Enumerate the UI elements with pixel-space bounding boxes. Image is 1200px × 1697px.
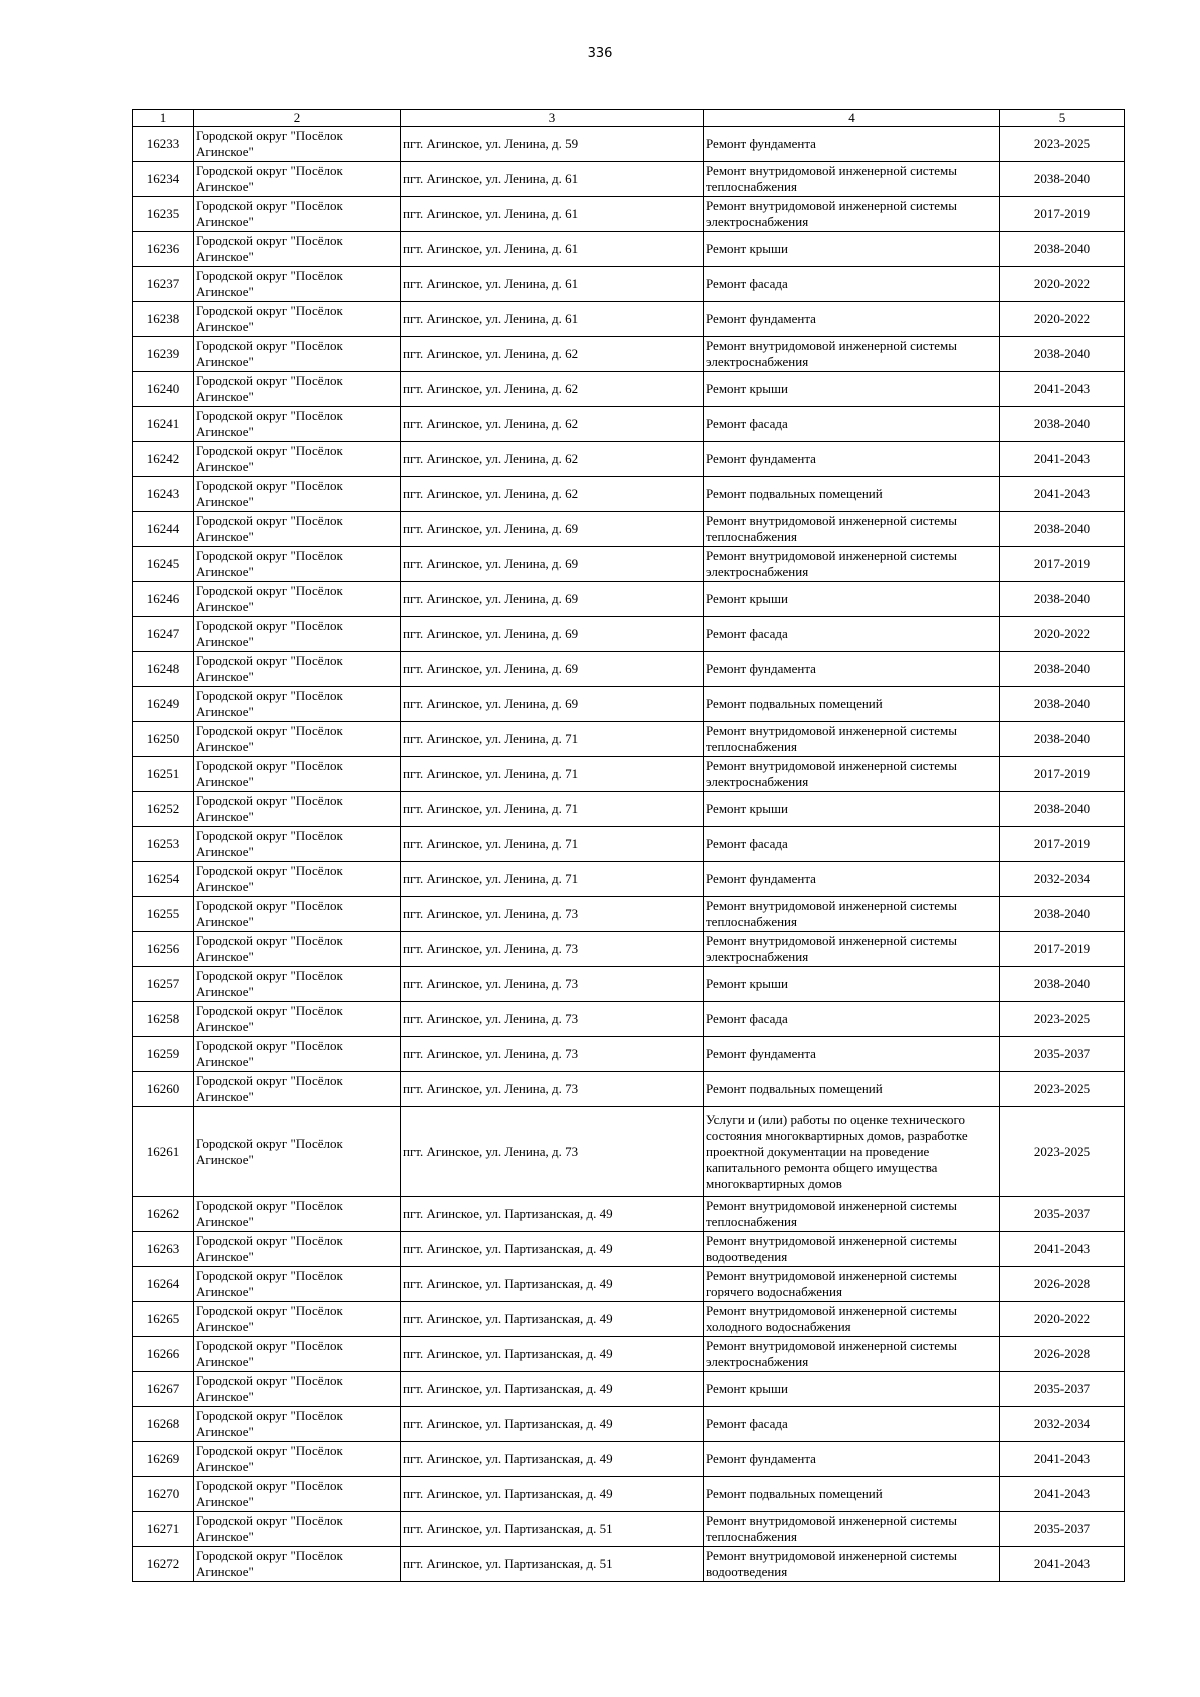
address-cell: пгт. Агинское, ул. Ленина, д. 71 <box>401 792 704 827</box>
address-cell: пгт. Агинское, ул. Партизанская, д. 49 <box>401 1442 704 1477</box>
work-type-cell: Ремонт фундамента <box>704 127 1000 162</box>
table-row <box>133 1232 1125 1267</box>
work-type-cell: Ремонт фундамента <box>704 652 1000 687</box>
row-number: 16253 <box>133 827 194 862</box>
period-cell: 2023-2025 <box>1000 1072 1125 1107</box>
table-row <box>133 127 1125 162</box>
table-header <box>133 110 1125 127</box>
address-cell: пгт. Агинское, ул. Партизанская, д. 49 <box>401 1302 704 1337</box>
period-cell: 2017-2019 <box>1000 932 1125 967</box>
table-row <box>133 1197 1125 1232</box>
work-type-cell: Ремонт фундамента <box>704 1037 1000 1072</box>
municipality-cell: Городской округ "Посёлок Агинское" <box>194 267 401 302</box>
row-number: 16235 <box>133 197 194 232</box>
period-cell: 2035-2037 <box>1000 1372 1125 1407</box>
address-cell: пгт. Агинское, ул. Партизанская, д. 51 <box>401 1512 704 1547</box>
table-row <box>133 372 1125 407</box>
column-number-4: 4 <box>704 110 1000 127</box>
table-row <box>133 477 1125 512</box>
row-number: 16242 <box>133 442 194 477</box>
period-cell: 2020-2022 <box>1000 617 1125 652</box>
row-number: 16250 <box>133 722 194 757</box>
address-cell: пгт. Агинское, ул. Ленина, д. 71 <box>401 827 704 862</box>
municipality-cell: Городской округ "Посёлок Агинское" <box>194 1372 401 1407</box>
municipality-cell: Городской округ "Посёлок Агинское" <box>194 862 401 897</box>
work-type-cell: Ремонт внутридомовой инженерной системы теплоснабжения <box>704 162 1000 197</box>
row-number: 16249 <box>133 687 194 722</box>
address-cell: пгт. Агинское, ул. Ленина, д. 69 <box>401 582 704 617</box>
row-number: 16260 <box>133 1072 194 1107</box>
row-number: 16251 <box>133 757 194 792</box>
address-cell: пгт. Агинское, ул. Ленина, д. 61 <box>401 197 704 232</box>
table-row <box>133 1337 1125 1372</box>
work-type-cell: Ремонт крыши <box>704 232 1000 267</box>
municipality-cell: Городской округ "Посёлок Агинское" <box>194 197 401 232</box>
column-number-5: 5 <box>1000 110 1125 127</box>
row-number: 16261 <box>133 1107 194 1197</box>
row-number: 16245 <box>133 547 194 582</box>
municipality-cell: Городской округ "Посёлок Агинское" <box>194 477 401 512</box>
row-number: 16269 <box>133 1442 194 1477</box>
table-row <box>133 582 1125 617</box>
table-row <box>133 267 1125 302</box>
work-type-cell: Ремонт внутридомовой инженерной системы электроснабжения <box>704 197 1000 232</box>
row-number: 16248 <box>133 652 194 687</box>
period-cell: 2035-2037 <box>1000 1037 1125 1072</box>
address-cell: пгт. Агинское, ул. Ленина, д. 62 <box>401 372 704 407</box>
municipality-cell: Городской округ "Посёлок Агинское" <box>194 1197 401 1232</box>
work-type-cell: Ремонт внутридомовой инженерной системы теплоснабжения <box>704 1197 1000 1232</box>
municipality-cell: Городской округ "Посёлок Агинское" <box>194 162 401 197</box>
municipality-cell: Городской округ "Посёлок Агинское" <box>194 757 401 792</box>
municipality-cell: Городской округ "Посёлок Агинское" <box>194 687 401 722</box>
period-cell: 2038-2040 <box>1000 792 1125 827</box>
row-number: 16247 <box>133 617 194 652</box>
work-type-cell: Ремонт фасада <box>704 407 1000 442</box>
table-row <box>133 897 1125 932</box>
table-row <box>133 932 1125 967</box>
municipality-cell: Городской округ "Посёлок Агинское" <box>194 827 401 862</box>
table-row <box>133 722 1125 757</box>
period-cell: 2041-2043 <box>1000 1477 1125 1512</box>
address-cell: пгт. Агинское, ул. Партизанская, д. 49 <box>401 1197 704 1232</box>
row-number: 16244 <box>133 512 194 547</box>
work-type-cell: Ремонт внутридомовой инженерной системы холодного водоснабжения <box>704 1302 1000 1337</box>
address-cell: пгт. Агинское, ул. Ленина, д. 69 <box>401 547 704 582</box>
table-row <box>133 1072 1125 1107</box>
work-type-cell: Ремонт внутридомовой инженерной системы электроснабжения <box>704 932 1000 967</box>
table-row <box>133 1512 1125 1547</box>
period-cell: 2020-2022 <box>1000 302 1125 337</box>
row-number: 16258 <box>133 1002 194 1037</box>
period-cell: 2038-2040 <box>1000 407 1125 442</box>
table-row <box>133 757 1125 792</box>
municipality-cell: Городской округ "Посёлок Агинское" <box>194 1442 401 1477</box>
table-row <box>133 967 1125 1002</box>
row-number: 16246 <box>133 582 194 617</box>
table-row <box>133 162 1125 197</box>
row-number: 16254 <box>133 862 194 897</box>
work-type-cell: Ремонт подвальных помещений <box>704 1072 1000 1107</box>
table-row <box>133 687 1125 722</box>
work-type-cell: Ремонт внутридомовой инженерной системы водоотведения <box>704 1232 1000 1267</box>
municipality-cell: Городской округ "Посёлок Агинское" <box>194 372 401 407</box>
address-cell: пгт. Агинское, ул. Ленина, д. 73 <box>401 1002 704 1037</box>
address-cell: пгт. Агинское, ул. Партизанская, д. 49 <box>401 1232 704 1267</box>
municipality-cell: Городской округ "Посёлок Агинское" <box>194 1267 401 1302</box>
table-row <box>133 1002 1125 1037</box>
column-number-3: 3 <box>401 110 704 127</box>
row-number: 16262 <box>133 1197 194 1232</box>
row-number: 16238 <box>133 302 194 337</box>
municipality-cell: Городской округ "Посёлок Агинское" <box>194 967 401 1002</box>
row-number: 16255 <box>133 897 194 932</box>
table-row <box>133 652 1125 687</box>
period-cell: 2038-2040 <box>1000 512 1125 547</box>
address-cell: пгт. Агинское, ул. Ленина, д. 73 <box>401 1072 704 1107</box>
period-cell: 2038-2040 <box>1000 162 1125 197</box>
work-type-cell: Ремонт фасада <box>704 827 1000 862</box>
address-cell: пгт. Агинское, ул. Ленина, д. 69 <box>401 652 704 687</box>
period-cell: 2041-2043 <box>1000 477 1125 512</box>
table-row <box>133 1442 1125 1477</box>
period-cell: 2038-2040 <box>1000 652 1125 687</box>
address-cell: пгт. Агинское, ул. Ленина, д. 73 <box>401 932 704 967</box>
period-cell: 2026-2028 <box>1000 1267 1125 1302</box>
address-cell: пгт. Агинское, ул. Ленина, д. 69 <box>401 687 704 722</box>
work-type-cell: Ремонт внутридомовой инженерной системы электроснабжения <box>704 547 1000 582</box>
address-cell: пгт. Агинское, ул. Партизанская, д. 49 <box>401 1372 704 1407</box>
address-cell: пгт. Агинское, ул. Ленина, д. 61 <box>401 232 704 267</box>
row-number: 16233 <box>133 127 194 162</box>
table-row <box>133 302 1125 337</box>
period-cell: 2041-2043 <box>1000 372 1125 407</box>
municipality-cell: Городской округ "Посёлок Агинское" <box>194 127 401 162</box>
period-cell: 2035-2037 <box>1000 1197 1125 1232</box>
table-row <box>133 1372 1125 1407</box>
work-type-cell: Ремонт фундамента <box>704 862 1000 897</box>
row-number: 16252 <box>133 792 194 827</box>
row-number: 16271 <box>133 1512 194 1547</box>
period-cell: 2038-2040 <box>1000 897 1125 932</box>
work-type-cell: Ремонт внутридомовой инженерной системы электроснабжения <box>704 757 1000 792</box>
work-type-cell: Ремонт подвальных помещений <box>704 1477 1000 1512</box>
row-number: 16266 <box>133 1337 194 1372</box>
municipality-cell: Городской округ "Посёлок Агинское" <box>194 1037 401 1072</box>
table-row <box>133 337 1125 372</box>
period-cell: 2017-2019 <box>1000 757 1125 792</box>
table-row <box>133 547 1125 582</box>
period-cell: 2038-2040 <box>1000 232 1125 267</box>
work-type-cell: Ремонт внутридомовой инженерной системы теплоснабжения <box>704 1512 1000 1547</box>
row-number: 16272 <box>133 1547 194 1582</box>
address-cell: пгт. Агинское, ул. Ленина, д. 61 <box>401 162 704 197</box>
period-cell: 2041-2043 <box>1000 442 1125 477</box>
table-row <box>133 1547 1125 1582</box>
municipality-cell: Городской округ "Посёлок Агинское" <box>194 407 401 442</box>
work-type-cell: Ремонт фундамента <box>704 442 1000 477</box>
municipality-cell: Городской округ "Посёлок Агинское" <box>194 1407 401 1442</box>
row-number: 16257 <box>133 967 194 1002</box>
municipality-cell: Городской округ "Посёлок Агинское" <box>194 1072 401 1107</box>
municipality-cell: Городской округ "Посёлок Агинское" <box>194 722 401 757</box>
address-cell: пгт. Агинское, ул. Ленина, д. 62 <box>401 337 704 372</box>
address-cell: пгт. Агинское, ул. Ленина, д. 73 <box>401 897 704 932</box>
table-row <box>133 1107 1125 1197</box>
period-cell: 2020-2022 <box>1000 1302 1125 1337</box>
period-cell: 2035-2037 <box>1000 1512 1125 1547</box>
address-cell: пгт. Агинское, ул. Ленина, д. 62 <box>401 477 704 512</box>
work-type-cell: Ремонт внутридомовой инженерной системы электроснабжения <box>704 1337 1000 1372</box>
period-cell: 2038-2040 <box>1000 967 1125 1002</box>
period-cell: 2017-2019 <box>1000 197 1125 232</box>
row-number: 16268 <box>133 1407 194 1442</box>
work-type-cell: Ремонт внутридомовой инженерной системы водоотведения <box>704 1547 1000 1582</box>
address-cell: пгт. Агинское, ул. Ленина, д. 73 <box>401 967 704 1002</box>
row-number: 16241 <box>133 407 194 442</box>
municipality-cell: Городской округ "Посёлок Агинское" <box>194 1547 401 1582</box>
work-type-cell: Ремонт крыши <box>704 1372 1000 1407</box>
row-number: 16243 <box>133 477 194 512</box>
row-number: 16265 <box>133 1302 194 1337</box>
address-cell: пгт. Агинское, ул. Ленина, д. 62 <box>401 407 704 442</box>
period-cell: 2041-2043 <box>1000 1442 1125 1477</box>
work-type-cell: Ремонт фасада <box>704 1002 1000 1037</box>
work-type-cell: Ремонт фундамента <box>704 1442 1000 1477</box>
row-number: 16236 <box>133 232 194 267</box>
period-cell: 2041-2043 <box>1000 1547 1125 1582</box>
address-cell: пгт. Агинское, ул. Ленина, д. 71 <box>401 757 704 792</box>
work-type-cell: Ремонт фасада <box>704 617 1000 652</box>
municipality-cell: Городской округ "Посёлок Агинское" <box>194 617 401 652</box>
address-cell: пгт. Агинское, ул. Ленина, д. 71 <box>401 862 704 897</box>
municipality-cell: Городской округ "Посёлок Агинское" <box>194 792 401 827</box>
municipality-cell: Городской округ "Посёлок Агинское" <box>194 1302 401 1337</box>
period-cell: 2023-2025 <box>1000 1002 1125 1037</box>
address-cell: пгт. Агинское, ул. Ленина, д. 73 <box>401 1037 704 1072</box>
work-type-cell: Ремонт подвальных помещений <box>704 687 1000 722</box>
period-cell: 2038-2040 <box>1000 687 1125 722</box>
row-number: 16267 <box>133 1372 194 1407</box>
municipality-cell: Городской округ "Посёлок Агинское" <box>194 897 401 932</box>
repair-schedule-table <box>132 109 1125 1582</box>
table-row <box>133 1037 1125 1072</box>
work-type-cell: Ремонт крыши <box>704 967 1000 1002</box>
period-cell: 2041-2043 <box>1000 1232 1125 1267</box>
address-cell: пгт. Агинское, ул. Ленина, д. 59 <box>401 127 704 162</box>
table-row <box>133 1477 1125 1512</box>
period-cell: 2020-2022 <box>1000 267 1125 302</box>
municipality-cell: Городской округ "Посёлок Агинское" <box>194 302 401 337</box>
period-cell: 2038-2040 <box>1000 722 1125 757</box>
municipality-cell: Городской округ "Посёлок Агинское" <box>194 1232 401 1267</box>
table-row <box>133 1267 1125 1302</box>
work-type-cell: Ремонт внутридомовой инженерной системы теплоснабжения <box>704 897 1000 932</box>
municipality-cell: Городской округ "Посёлок Агинское" <box>194 442 401 477</box>
row-number: 16240 <box>133 372 194 407</box>
work-type-cell: Ремонт крыши <box>704 582 1000 617</box>
column-number-row <box>133 110 1125 127</box>
work-type-cell: Услуги и (или) работы по оценке технического состояния многоквартирных домов, разработке проектной документации на проведение капитального ремонта общего имущества многоквартирных домов <box>704 1107 1000 1197</box>
table-row <box>133 512 1125 547</box>
table-row <box>133 862 1125 897</box>
municipality-cell: Городской округ "Посёлок Агинское" <box>194 1512 401 1547</box>
work-type-cell: Ремонт внутридомовой инженерной системы теплоснабжения <box>704 722 1000 757</box>
work-type-cell: Ремонт подвальных помещений <box>704 477 1000 512</box>
table-row <box>133 827 1125 862</box>
period-cell: 2038-2040 <box>1000 337 1125 372</box>
row-number: 16264 <box>133 1267 194 1302</box>
address-cell: пгт. Агинское, ул. Ленина, д. 69 <box>401 617 704 652</box>
work-type-cell: Ремонт внутридомовой инженерной системы теплоснабжения <box>704 512 1000 547</box>
address-cell: пгт. Агинское, ул. Ленина, д. 62 <box>401 442 704 477</box>
address-cell: пгт. Агинское, ул. Партизанская, д. 49 <box>401 1477 704 1512</box>
table-row <box>133 407 1125 442</box>
period-cell: 2038-2040 <box>1000 582 1125 617</box>
table-body <box>133 127 1125 1582</box>
municipality-cell: Городской округ "Посёлок Агинское" <box>194 582 401 617</box>
row-number: 16234 <box>133 162 194 197</box>
address-cell: пгт. Агинское, ул. Партизанская, д. 49 <box>401 1267 704 1302</box>
row-number: 16270 <box>133 1477 194 1512</box>
period-cell: 2032-2034 <box>1000 1407 1125 1442</box>
municipality-cell: Городской округ "Посёлок Агинское" <box>194 232 401 267</box>
address-cell: пгт. Агинское, ул. Ленина, д. 61 <box>401 267 704 302</box>
municipality-cell: Городской округ "Посёлок Агинское" <box>194 547 401 582</box>
address-cell: пгт. Агинское, ул. Партизанская, д. 51 <box>401 1547 704 1582</box>
period-cell: 2017-2019 <box>1000 827 1125 862</box>
address-cell: пгт. Агинское, ул. Ленина, д. 61 <box>401 302 704 337</box>
page-number: 336 <box>587 46 613 61</box>
row-number: 16237 <box>133 267 194 302</box>
work-type-cell: Ремонт крыши <box>704 372 1000 407</box>
table-row <box>133 232 1125 267</box>
work-type-cell: Ремонт внутридомовой инженерной системы горячего водоснабжения <box>704 1267 1000 1302</box>
address-cell: пгт. Агинское, ул. Партизанская, д. 49 <box>401 1337 704 1372</box>
column-number-1: 1 <box>133 110 194 127</box>
row-number: 16256 <box>133 932 194 967</box>
municipality-cell: Городской округ "Посёлок Агинское" <box>194 932 401 967</box>
municipality-cell: Городской округ "Посёлок Агинское" <box>194 1477 401 1512</box>
row-number: 16239 <box>133 337 194 372</box>
municipality-cell: Городской округ "Посёлок Агинское" <box>194 337 401 372</box>
municipality-cell: Городской округ "Посёлок Агинское" <box>194 1002 401 1037</box>
municipality-cell: Городской округ "Посёлок Агинское" <box>194 1107 401 1197</box>
table-row <box>133 1302 1125 1337</box>
table-row <box>133 792 1125 827</box>
municipality-cell: Городской округ "Посёлок Агинское" <box>194 1337 401 1372</box>
address-cell: пгт. Агинское, ул. Партизанская, д. 49 <box>401 1407 704 1442</box>
address-cell: пгт. Агинское, ул. Ленина, д. 69 <box>401 512 704 547</box>
work-type-cell: Ремонт фасада <box>704 1407 1000 1442</box>
municipality-cell: Городской округ "Посёлок Агинское" <box>194 652 401 687</box>
work-type-cell: Ремонт фундамента <box>704 302 1000 337</box>
table-row <box>133 617 1125 652</box>
address-cell: пгт. Агинское, ул. Ленина, д. 71 <box>401 722 704 757</box>
period-cell: 2026-2028 <box>1000 1337 1125 1372</box>
row-number: 16259 <box>133 1037 194 1072</box>
period-cell: 2017-2019 <box>1000 547 1125 582</box>
work-type-cell: Ремонт фасада <box>704 267 1000 302</box>
work-type-cell: Ремонт крыши <box>704 792 1000 827</box>
table-row <box>133 442 1125 477</box>
work-type-cell: Ремонт внутридомовой инженерной системы электроснабжения <box>704 337 1000 372</box>
table-row <box>133 1407 1125 1442</box>
period-cell: 2032-2034 <box>1000 862 1125 897</box>
address-cell: пгт. Агинское, ул. Ленина, д. 73 <box>401 1107 704 1197</box>
row-number: 16263 <box>133 1232 194 1267</box>
column-number-2: 2 <box>194 110 401 127</box>
municipality-cell: Городской округ "Посёлок Агинское" <box>194 512 401 547</box>
table-row <box>133 197 1125 232</box>
period-cell: 2023-2025 <box>1000 127 1125 162</box>
period-cell: 2023-2025 <box>1000 1107 1125 1197</box>
